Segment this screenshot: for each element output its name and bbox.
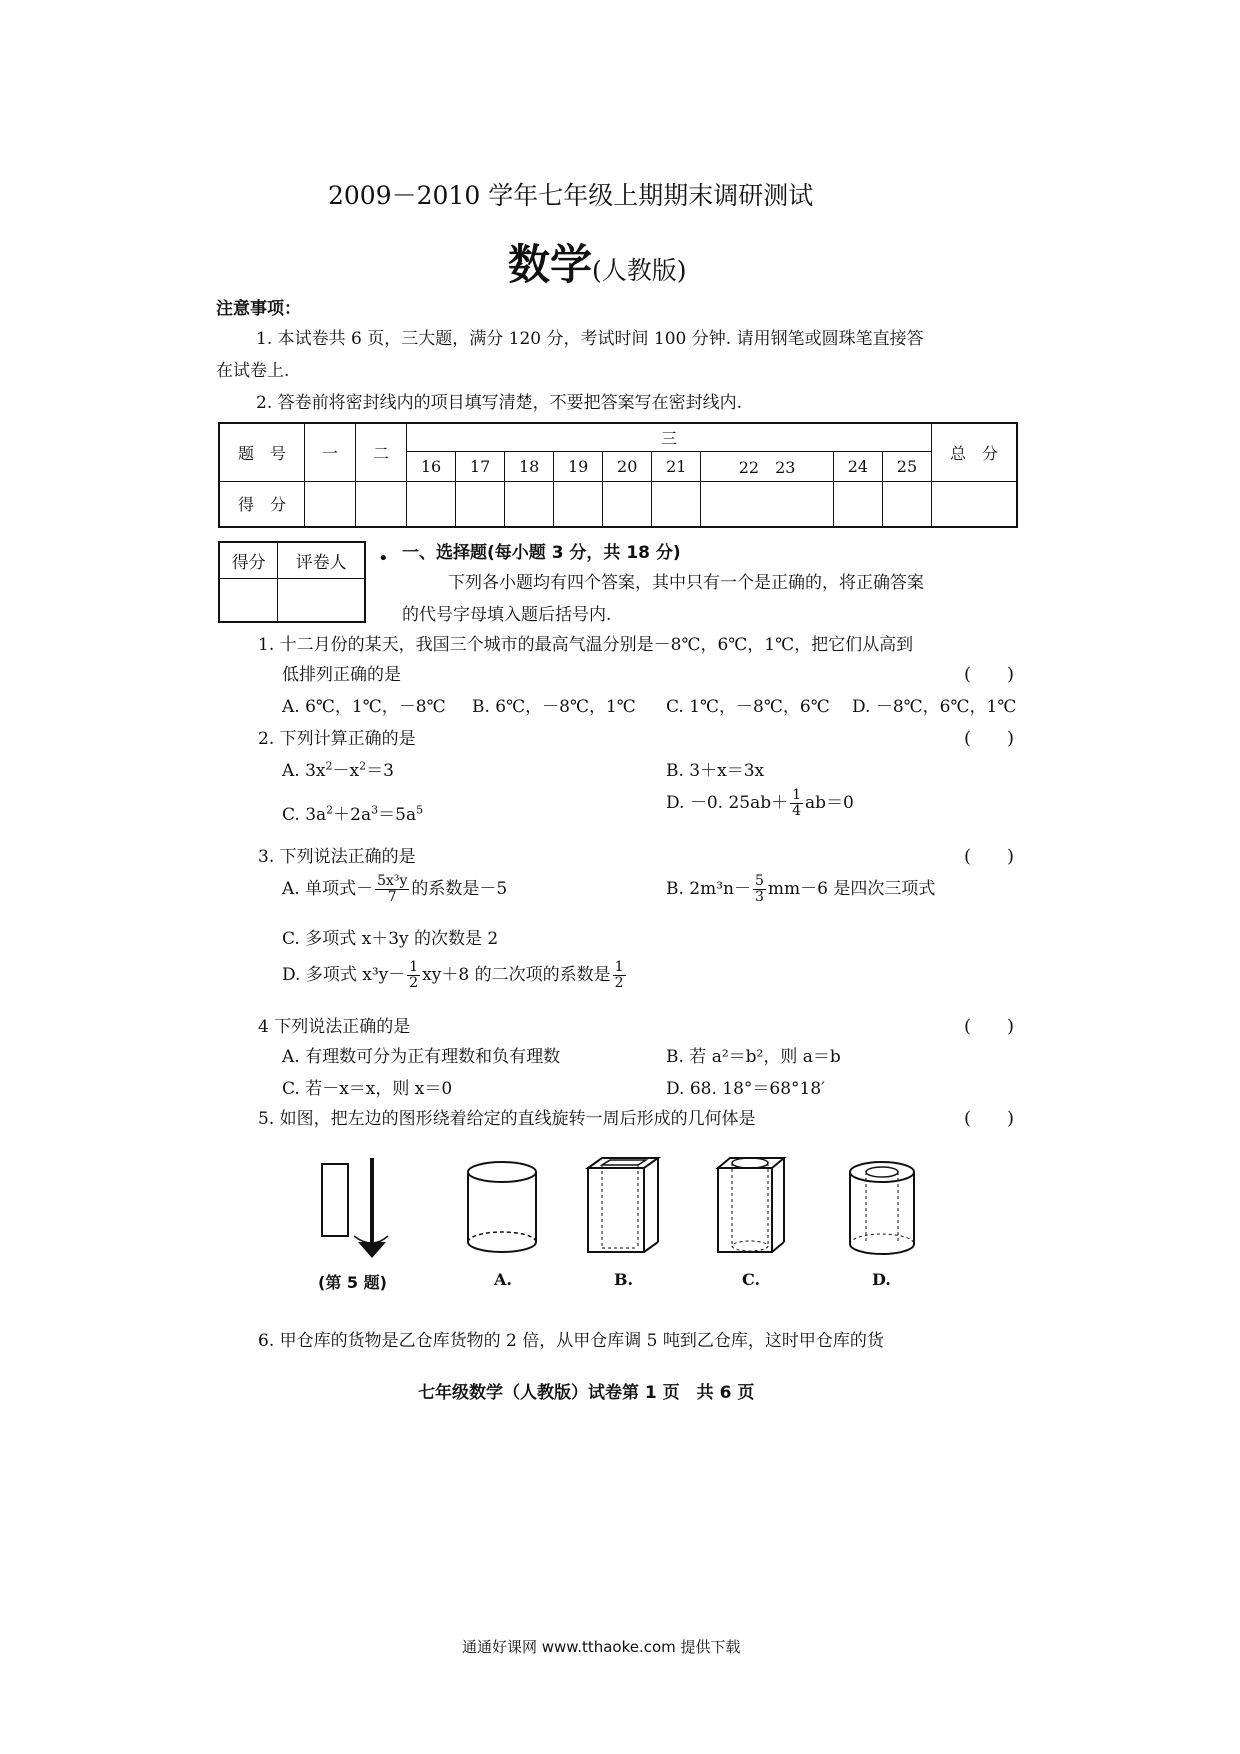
q2-answer-paren[interactable]: ( ) (964, 728, 1015, 749)
col-1-header: 一 (305, 423, 356, 481)
question-number-label: 题 号 (219, 423, 305, 481)
q3-option-a: A. 单项式－ $\frac{\text{5x³y}}{7}$ 的系数是－5 (282, 873, 508, 905)
notes-heading: 注意事项： (216, 299, 301, 319)
q2-d-fraction: $\frac{1}{4}$ (792, 787, 802, 819)
q3-stem: 3. 下列说法正确的是 (258, 847, 416, 867)
q6-stem-line1: 6. 甲仓库的货物是乙仓库货物的 2 倍，从甲仓库调 5 吨到乙仓库，这时甲仓库的货 (258, 1331, 884, 1351)
bullet-dot: • (378, 548, 389, 569)
note-1-line1: 1. 本试卷共 6 页，三大题，满分 120 分，考试时间 100 分钟. 请用钢笔或圆珠笔直接答 (256, 329, 924, 349)
section1-heading: 一、选择题(每小题 3 分，共 18 分) (402, 543, 681, 563)
subject-title: 数学 (508, 240, 593, 289)
rotation-figure (322, 1158, 388, 1258)
grader-table (218, 541, 366, 623)
sub-col-23: 23 (775, 457, 796, 477)
q2-option-d: D. －0. 25ab＋ $\frac{1}{4}$ ab＝0 (666, 787, 854, 819)
sub-col-18: 18 (505, 451, 554, 481)
q2-stem: 2. 下列计算正确的是 (258, 729, 416, 749)
score-cell-17[interactable] (456, 481, 505, 527)
q5-label-d: D. (872, 1270, 891, 1289)
note-1-line2: 在试卷上. (216, 361, 290, 381)
q3-d-fraction-2: $\frac{1}{2}$ (614, 959, 624, 991)
col-3-group-header: 三 (407, 423, 932, 451)
sub-col-20: 20 (603, 451, 652, 481)
q5-figure-caption: (第 5 题) (318, 1273, 387, 1292)
score-cell-16[interactable] (407, 481, 456, 527)
page-footer: 七年级数学（人教版）试卷第 1 页 共 6 页 (418, 1383, 755, 1403)
q4-option-b: B. 若 a²＝b²，则 a＝b (666, 1047, 841, 1067)
q1-stem-line2: 低排列正确的是 (282, 665, 401, 685)
grader-score-label: 得分 (219, 542, 278, 578)
col-2-header: 二 (356, 423, 407, 481)
score-row-label: 得 分 (219, 481, 305, 527)
sub-col-22-23 (701, 451, 834, 481)
exam-title: 2009－2010 学年七年级上期期末调研测试 (328, 181, 814, 210)
source-footer: 通通好课网 www.tthaoke.com 提供下载 (462, 1638, 741, 1656)
score-cell-24[interactable] (833, 481, 882, 527)
edition-label: (人教版) (592, 256, 687, 285)
q2-option-b: B. 3＋x＝3x (666, 761, 765, 781)
q4-option-c: C. 若－x＝x，则 x＝0 (282, 1079, 453, 1099)
q3-answer-paren[interactable]: ( ) (964, 846, 1015, 867)
q1-stem-line1: 1. 十二月份的某天，我国三个城市的最高气温分别是－8℃，6℃，1℃，把它们从高到 (258, 635, 914, 655)
grader-name-cell[interactable] (278, 578, 365, 622)
q3-b-fraction: $\frac{5}{3}$ (755, 873, 764, 905)
q5-figures (310, 1150, 1010, 1270)
q3-option-c: C. 多项式 x＋3y 的次数是 2 (282, 929, 499, 949)
q3-d-fraction-1: $\frac{1}{2}$ (409, 959, 419, 991)
q5-label-a: A. (494, 1270, 512, 1289)
q1-option-a: A. 6℃，1℃，－8℃ (282, 697, 446, 717)
score-cell-2[interactable] (356, 481, 407, 527)
score-cell-1[interactable] (305, 481, 356, 527)
q5-answer-paren[interactable]: ( ) (964, 1108, 1015, 1129)
subject-heading (508, 232, 687, 292)
q1-option-d: D. －8℃，6℃，1℃ (852, 697, 1017, 717)
grader-name-label: 评卷人 (278, 542, 365, 578)
q2-option-a: A. $3x^2-x^2=3$ (282, 759, 394, 781)
q5-stem: 5. 如图，把左边的图形绕着给定的直线旋转一周后形成的几何体是 (258, 1109, 756, 1129)
score-cell-total[interactable] (932, 481, 1018, 527)
q5-label-c: C. (742, 1270, 761, 1289)
score-cell-19[interactable] (554, 481, 603, 527)
option-b-hollow-prism-icon (588, 1158, 658, 1252)
option-a-cylinder-icon (468, 1162, 536, 1252)
note-2: 2. 答卷前将密封线内的项目填写清楚，不要把答案写在密封线内. (256, 393, 743, 413)
score-cell-18[interactable] (505, 481, 554, 527)
grader-score-cell[interactable] (219, 578, 278, 622)
q5-label-b: B. (614, 1270, 634, 1289)
q3-a-fraction: $\frac{\text{5x³y}}{7}$ (377, 873, 408, 905)
sub-col-24: 24 (833, 451, 882, 481)
sub-col-16: 16 (407, 451, 456, 481)
q3-option-d: D. 多项式 x³y－ $\frac{1}{2}$ xy＋8 的二次项的系数是 $\frac{1}{2}$ (282, 959, 624, 991)
q4-option-a: A. 有理数可分为正有理数和负有理数 (282, 1047, 561, 1067)
q3-option-b: B. 2m³n－ $\frac{5}{3}$ mm－6 是四次三项式 (666, 873, 936, 905)
score-cell-21[interactable] (652, 481, 701, 527)
sub-col-19: 19 (554, 451, 603, 481)
section1-instruction-2: 的代号字母填入题后括号内. (402, 605, 612, 625)
q2-option-c: C. $3a^2+2a^3=5a^5$ (282, 803, 424, 825)
q4-option-d: D. 68. 18°＝68°18′ (666, 1079, 826, 1099)
q1-answer-paren[interactable]: ( ) (964, 664, 1015, 685)
score-cell-20[interactable] (603, 481, 652, 527)
score-cell-25[interactable] (882, 481, 931, 527)
sub-col-17: 17 (456, 451, 505, 481)
sub-col-21: 21 (652, 451, 701, 481)
q1-option-c: C. 1℃，－8℃，6℃ (666, 697, 830, 717)
score-table (218, 422, 1018, 528)
score-cell-22-23[interactable] (701, 481, 834, 527)
sub-col-25: 25 (882, 451, 931, 481)
q4-answer-paren[interactable]: ( ) (964, 1016, 1015, 1037)
option-c-prism-with-hole-icon (718, 1158, 784, 1252)
option-d-hollow-cylinder-icon (850, 1162, 914, 1254)
q1-option-b: B. 6℃，－8℃，1℃ (472, 697, 636, 717)
sub-col-22: 22 (738, 457, 760, 477)
section1-instruction-1: 下列各小题均有四个答案，其中只有一个是正确的，将正确答案 (448, 573, 924, 593)
q4-stem: 4 下列说法正确的是 (258, 1017, 411, 1037)
total-header: 总 分 (932, 423, 1018, 481)
